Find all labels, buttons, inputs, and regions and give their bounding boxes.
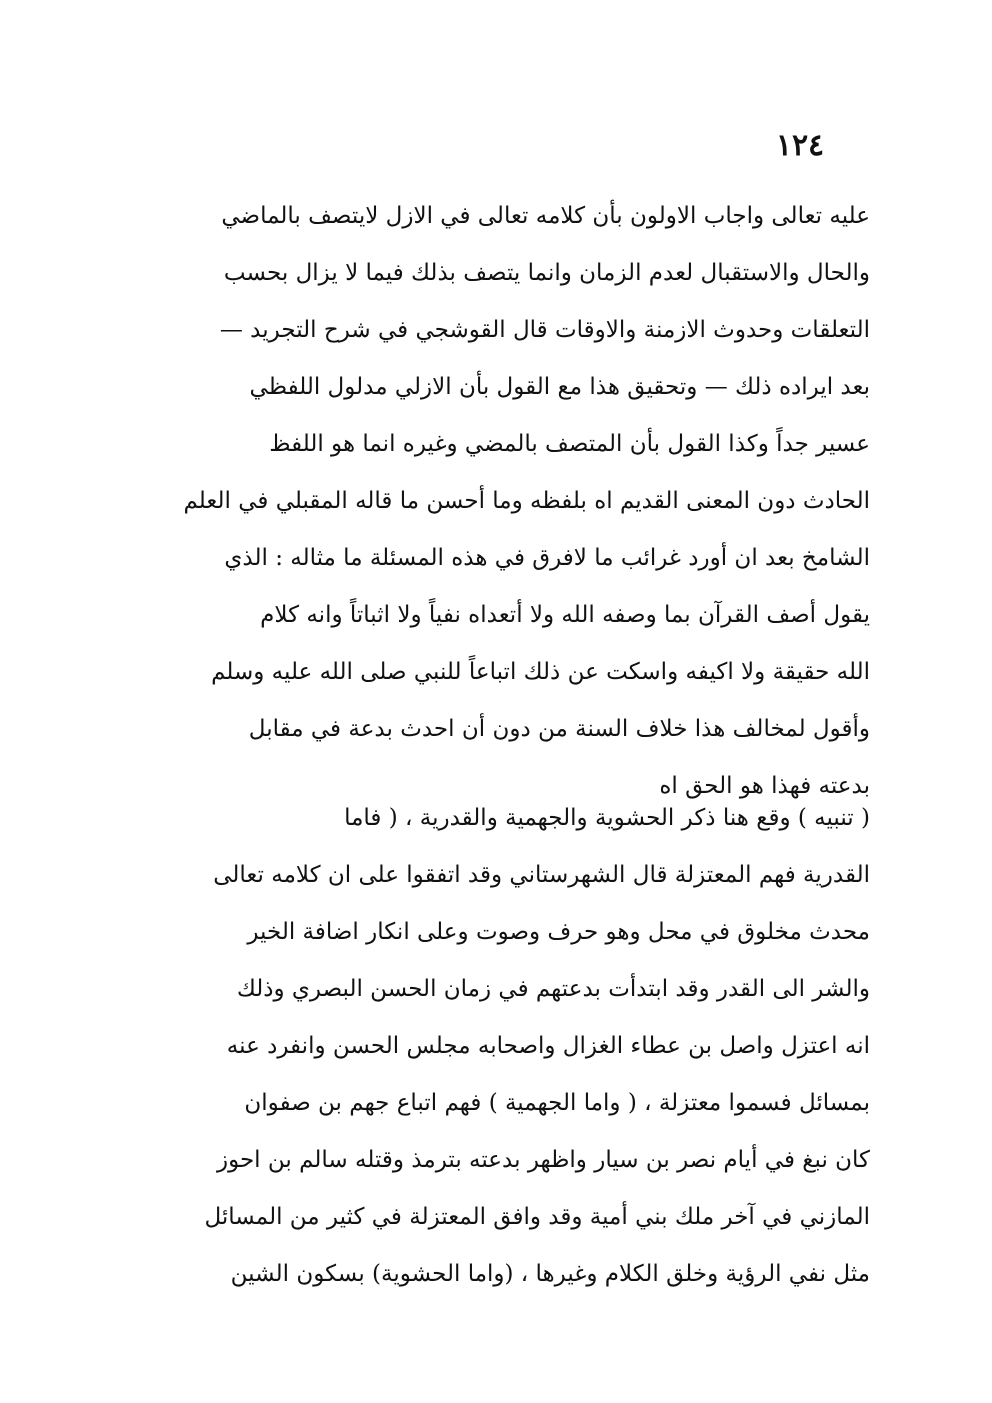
text-line: وأقول لمخالف هذا خلاف السنة من دون أن احدث بدعة في مقابل	[248, 716, 870, 742]
paragraph-2	[150, 790, 870, 1303]
text-line: كان نبغ في أيام نصر بن سيار واظهر بدعته بترمذ وقتله سالم بن احوز	[216, 1147, 870, 1173]
text-line: ( تنبيه ) وقع هنا ذكر الحشوية والجهمية والقدرية ، ( فاما	[344, 805, 870, 831]
text-line: بدعته فهذا هو الحق اه	[659, 773, 870, 799]
paragraph-1	[150, 188, 870, 815]
text-line: انه اعتزل واصل بن عطاء الغزال واصحابه مجلس الحسن وانفرد عنه	[226, 1033, 870, 1059]
text-line: محدث مخلوق في محل وهو حرف وصوت وعلى انكار اضافة الخير	[247, 919, 870, 945]
page-number: ١٢٤	[775, 128, 825, 163]
text-line: الله حقيقة ولا اكيفه واسكت عن ذلك اتباعاً للنبي صلى الله عليه وسلم	[211, 659, 870, 685]
text-line: عليه تعالى واجاب الاولون بأن كلامه تعالى في الازل لايتصف بالماضي	[221, 203, 870, 229]
text-line: المازني في آخر ملك بني أمية وقد وافق المعتزلة في كثير من المسائل	[204, 1204, 870, 1230]
text-line: الحادث دون المعنى القديم اه بلفظه وما أحسن ما قاله المقبلي في العلم	[183, 488, 870, 514]
text-line: بمسائل فسموا معتزلة ، ( واما الجهمية ) فهم اتباع جهم بن صفوان	[244, 1090, 870, 1116]
text-line: التعلقات وحدوث الازمنة والاوقات قال القوشجي في شرح التجريد —	[219, 317, 870, 343]
text-line: والشر الى القدر وقد ابتدأت بدعتهم في زمان الحسن البصري وذلك	[236, 976, 870, 1002]
text-line: يقول أصف القرآن بما وصفه الله ولا أتعداه نفياً ولا اثباتاً وانه كلام	[260, 602, 870, 628]
text-line: والحال والاستقبال لعدم الزمان وانما يتصف بذلك فيما لا يزال بحسب	[223, 260, 870, 286]
text-line: بعد ايراده ذلك — وتحقيق هذا مع القول بأن الازلي مدلول اللفظي	[249, 374, 870, 400]
text-line: عسير جداً وكذا القول بأن المتصف بالمضي وغيره انما هو اللفظ	[269, 431, 870, 457]
text-line: مثل نفي الرؤية وخلق الكلام وغيرها ، (واما الحشوية) بسكون الشين	[230, 1261, 870, 1287]
text-line: القدرية فهم المعتزلة قال الشهرستاني وقد اتفقوا على ان كلامه تعالى	[213, 862, 870, 888]
text-line: الشامخ بعد ان أورد غرائب ما لافرق في هذه المسئلة ما مثاله : الذي	[224, 545, 870, 571]
